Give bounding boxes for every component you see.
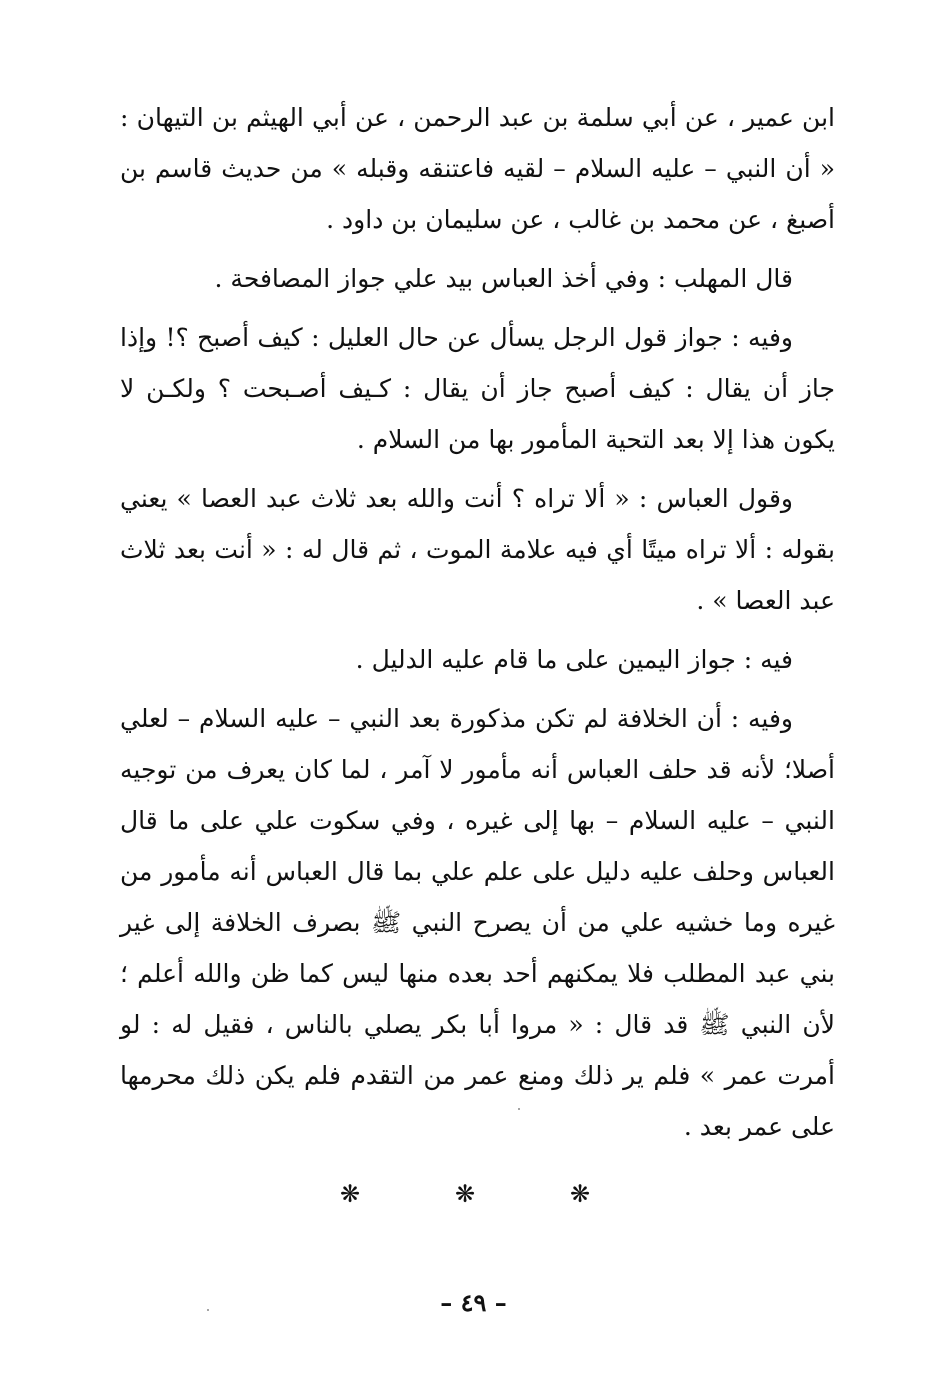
paragraph-abbas-saying: وقول العباس : « ألا تراه ؟ أنت والله بعد ثلاث عبد العصا » يعني بقوله : ألا تراه ميتًا أي فيه علامة الموت ، ثم قال له : « أنت بعد ثلاث عبد العصا » . xyxy=(120,484,835,615)
asterism-star: ❋ xyxy=(454,1180,476,1208)
paragraph-caliphate: وفيه : أن الخلافة لم تكن مذكورة بعد النبي – عليه السلام – لعلي أصلا؛ لأنه قد حلف العباس أنه مأمور لا آمر ، لما كان يعرف من توجيه النبي – عليه السلام – بها إلى غيره ، وفي سكوت علي على ما قال العباس وحلف عليه دليل على علم علي بما قال العباس أنه مأمور من غيره وما خشيه علي من أن يصرح النبي ﷺ بصرف الخلافة إلى غير بني عبد المطلب فلا يمكنهم أحد بعده منها ليس كما ظن والله أعلم ؛ لأن النبي ﷺ قد قال : « مروا أبا بكر يصلي بالناس ، فقيل له : لو أمرت عمر » فلم ير ذلك ومنع عمر من التقدم فلم يكن ذلك محرمها على عمر بعد . xyxy=(120,704,835,1141)
paragraph-gap xyxy=(120,465,835,473)
paragraph-greeting: وفيه : جواز قول الرجل يسأل عن حال العليل : كيف أصبح ؟! وإذا جاز أن يقال : كيف أصبح جاز أن يقال : كـيف أصـبحت ؟ ولكـن لا يكون هذا إلا بعد التحية المأمور بها من السلام . xyxy=(120,323,835,454)
paragraph-muhallab: قال المهلب : وفي أخذ العباس بيد علي جواز المصافحة . xyxy=(214,264,793,293)
asterism-star: ❋ xyxy=(339,1180,361,1208)
paragraph-gap xyxy=(120,304,835,312)
page-number: – ٤٩ – xyxy=(440,1288,507,1317)
body-text xyxy=(120,92,835,1152)
scan-speck xyxy=(518,1108,520,1110)
paragraph-hadith-chain: ابن عمير ، عن أبي سلمة بن عبد الرحمن ، عن أبي الهيثم بن التيهان : « أن النبي – عليه السلام – لقيه فاعتنقه وقبله » من حديث قاسم بن أصبغ ، عن محمد بن غالب ، عن سليمان بن داود . xyxy=(120,103,835,234)
asterism-star: ❋ xyxy=(569,1180,591,1208)
paragraph-gap xyxy=(120,245,835,253)
section-separator xyxy=(330,1180,600,1208)
scan-speck xyxy=(207,1309,209,1311)
paragraph-gap xyxy=(120,685,835,693)
paragraph-gap xyxy=(120,626,835,634)
paragraph-oath: فيه : جواز اليمين على ما قام عليه الدليل . xyxy=(355,645,793,674)
